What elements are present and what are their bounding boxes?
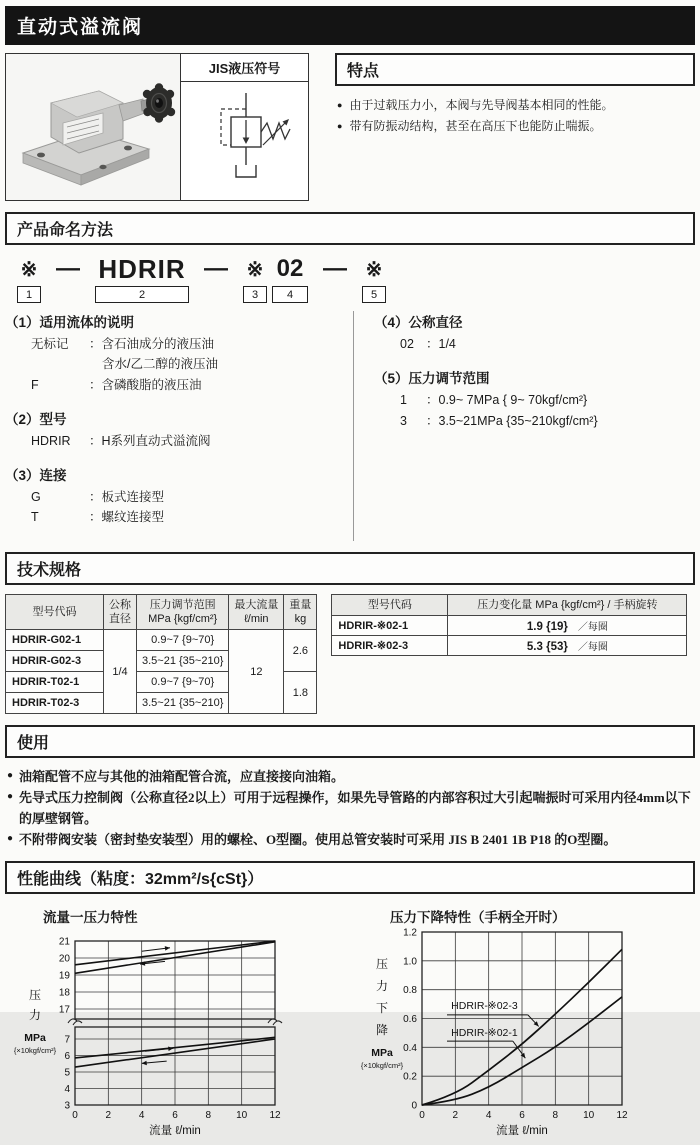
svg-text:2: 2 <box>452 1110 459 1122</box>
svg-text:12: 12 <box>269 1110 281 1122</box>
bullet-icon: ● <box>7 791 14 803</box>
col-header-flow: 最大流量 ℓ/min <box>229 594 284 630</box>
svg-text:4: 4 <box>138 1110 145 1122</box>
svg-text:2: 2 <box>105 1110 112 1122</box>
model-cell: HDRIR-G02-1 <box>6 630 104 651</box>
section-heading-specs: 技术规格 <box>5 552 695 585</box>
model-cell: HDRIR-G02-3 <box>6 651 104 672</box>
naming-section-title: （1）适用流体的说明 <box>5 315 135 330</box>
code-parts-3-4 <box>243 255 308 303</box>
naming-section-1 <box>5 311 347 395</box>
svg-text:8: 8 <box>552 1110 559 1122</box>
code-part-3 <box>243 255 267 303</box>
naming-section-title: （4）公称直径 <box>374 315 463 330</box>
code-dash: — <box>204 255 228 282</box>
bullet-icon: ● <box>337 120 343 131</box>
code-symbol: 02 <box>276 255 304 282</box>
page-title: 直动式溢流阀 <box>5 6 695 45</box>
svg-text:7: 7 <box>64 1034 70 1046</box>
table-row <box>332 615 687 635</box>
list-item <box>7 829 695 850</box>
svg-text:0.2: 0.2 <box>403 1071 417 1083</box>
features-section <box>335 53 695 201</box>
code-part-5 <box>362 255 386 303</box>
table-header-row <box>332 594 687 615</box>
svg-text:18: 18 <box>58 987 70 999</box>
model-cell: HDRIR-T02-3 <box>6 693 104 714</box>
code-part-4 <box>272 255 308 303</box>
bullet-icon: ● <box>7 833 14 845</box>
model-code-diagram <box>17 255 695 303</box>
naming-row: 1 ：0.9~ 7MPa { 9~ 70kgf/cm²} <box>400 393 588 408</box>
bore-cell: 1/4 <box>104 630 137 714</box>
naming-row: 3 ：3.5~21MPa {35~210kgf/cm²} <box>400 413 598 428</box>
svg-text:8: 8 <box>205 1110 212 1122</box>
svg-text:19: 19 <box>58 970 70 982</box>
svg-text:6: 6 <box>519 1110 525 1122</box>
product-photo-panel <box>5 53 309 201</box>
valve-photo <box>6 54 181 200</box>
model-cell: HDRIR-T02-1 <box>6 672 104 693</box>
flow-cell: 12 <box>229 630 284 714</box>
bullet-icon: ● <box>337 100 343 110</box>
section-heading-features: 特点 <box>335 53 695 86</box>
svg-text:1.2: 1.2 <box>403 927 417 939</box>
code-symbol: ※ <box>246 258 264 281</box>
svg-text:5: 5 <box>64 1067 70 1079</box>
naming-row: F ：含磷酸脂的液压油 <box>31 377 202 392</box>
naming-row: T ：螺纹连接型 <box>31 510 165 525</box>
list-item <box>7 766 695 787</box>
table-header-row <box>6 594 317 630</box>
naming-section-4 <box>374 311 695 354</box>
range-cell: 0.9~7 {9~70} <box>137 672 229 693</box>
svg-text:压: 压 <box>28 988 42 1003</box>
svg-text:0.6: 0.6 <box>403 1014 417 1026</box>
list-item <box>337 95 695 116</box>
svg-text:力: 力 <box>375 979 389 994</box>
col-header-weight: 重量 kg <box>284 594 317 630</box>
col-header-bore: 公称 直径 <box>104 594 137 630</box>
section-heading-curves: 性能曲线（粘度：32mm²/s{cSt}） <box>5 861 695 894</box>
pressure-drop-chart-svg <box>352 926 652 1140</box>
naming-section-title: （2）型号 <box>5 411 67 427</box>
svg-text:3: 3 <box>64 1100 70 1112</box>
svg-text:压: 压 <box>375 957 389 972</box>
naming-row: 02 ：1/4 <box>400 337 456 351</box>
svg-text:0: 0 <box>411 1100 417 1112</box>
usage-text: 油箱配管不应与其他的油箱配管合流，应直接接向油箱。 <box>19 769 345 785</box>
svg-text:0: 0 <box>419 1110 425 1122</box>
features-list <box>337 95 695 136</box>
model-cell: HDRIR-※02-3 <box>332 635 448 655</box>
range-cell: 3.5~21 {35~210} <box>137 693 229 714</box>
jis-relief-valve-symbol <box>189 91 301 191</box>
code-symbol: ※ <box>20 258 38 281</box>
svg-text:力: 力 <box>28 1008 42 1023</box>
change-cell: 5.3 {53} ／每圈 <box>448 635 687 655</box>
code-box-5: 5 <box>362 286 386 303</box>
svg-text:0.8: 0.8 <box>403 985 417 997</box>
svg-text:降: 降 <box>375 1023 389 1038</box>
weight-cell: 1.8 <box>284 672 317 714</box>
col-header-model: 型号代码 <box>6 594 104 630</box>
change-cell: 1.9 {19} ／每圈 <box>448 615 687 635</box>
naming-row: HDRIR ：H系列直动式溢流阀 <box>31 433 211 448</box>
list-item <box>337 116 695 137</box>
code-box-4: 4 <box>272 286 308 303</box>
pressure-change-table <box>331 594 687 656</box>
svg-text:MPa: MPa <box>24 1032 46 1045</box>
col-header-model: 型号代码 <box>332 594 448 615</box>
naming-section-3 <box>5 464 347 528</box>
section-heading-naming: 产品命名方法 <box>5 212 695 245</box>
code-box-1: 1 <box>17 286 41 303</box>
code-part-2 <box>95 255 189 303</box>
svg-text:4: 4 <box>64 1084 70 1096</box>
section-heading-usage: 使用 <box>5 725 695 758</box>
range-cell: 0.9~7 {9~70} <box>137 630 229 651</box>
naming-row: 含水/乙二醇的液压油 <box>102 357 218 372</box>
code-dash: — <box>56 255 80 282</box>
code-dash: — <box>323 255 347 282</box>
range-cell: 3.5~21 {35~210} <box>137 651 229 672</box>
table-row <box>332 635 687 655</box>
jis-hydraulic-symbol <box>181 82 308 200</box>
flow-pressure-chart <box>5 900 348 1145</box>
svg-text:10: 10 <box>583 1110 595 1122</box>
top-section <box>5 53 695 201</box>
svg-text:{×10kgf/cm²}: {×10kgf/cm²} <box>360 1061 404 1071</box>
col-header-change: 压力变化量 MPa {kgf/cm²} / 手柄旋转 <box>448 594 687 615</box>
svg-text:1.0: 1.0 <box>403 956 417 968</box>
curve-label: HDRIR-※02-3 <box>451 1000 518 1013</box>
naming-explanations <box>5 311 695 541</box>
model-cell: HDRIR-※02-1 <box>332 615 448 635</box>
usage-text: 不附带阀安装（密封垫安装型）用的螺栓、O型圈。使用总管安装时可采用 JIS B 2401 1B P18 的O型圈。 <box>19 832 617 848</box>
usage-list <box>7 766 695 850</box>
spec-tables <box>5 594 695 715</box>
code-symbol: ※ <box>365 258 383 281</box>
code-part-1 <box>17 255 41 303</box>
code-symbol: HDRIR <box>98 253 186 284</box>
naming-section-title: （5）压力调节范围 <box>374 371 490 387</box>
curve-label: HDRIR-※02-1 <box>451 1027 518 1040</box>
chart-title: 压力下降特性（手柄全开时） <box>390 910 566 926</box>
weight-cell: 2.6 <box>284 630 317 672</box>
feature-text: 由于过载压力小，本阀与先导阀基本相同的性能。 <box>349 98 614 112</box>
svg-text:21: 21 <box>58 936 70 948</box>
col-header-range: 压力调节范围 MPa {kgf/cm²} <box>137 594 229 630</box>
list-item <box>7 787 695 829</box>
svg-text:0.4: 0.4 <box>403 1043 417 1055</box>
code-box-2: 2 <box>95 286 189 303</box>
spec-table <box>5 594 317 715</box>
naming-section-title: （3）连接 <box>5 468 67 483</box>
pressure-drop-chart <box>352 900 695 1145</box>
svg-text:流量 ℓ/min: 流量 ℓ/min <box>496 1125 548 1138</box>
svg-text:{×10kgf/cm²}: {×10kgf/cm²} <box>13 1046 57 1056</box>
svg-text:0: 0 <box>72 1110 78 1122</box>
chart-title: 流量一压力特性 <box>43 910 138 926</box>
table-row <box>6 630 317 651</box>
svg-text:17: 17 <box>58 1004 70 1016</box>
code-box-3: 3 <box>243 286 267 303</box>
svg-text:12: 12 <box>616 1110 628 1122</box>
jis-symbol-panel <box>181 54 308 200</box>
naming-section-5 <box>374 367 695 431</box>
svg-text:6: 6 <box>172 1110 178 1122</box>
charts-section <box>5 900 695 1145</box>
svg-text:20: 20 <box>58 953 70 965</box>
flow-pressure-chart-svg <box>5 926 305 1140</box>
svg-text:6: 6 <box>64 1051 70 1063</box>
svg-text:MPa: MPa <box>371 1047 393 1060</box>
svg-text:下: 下 <box>375 1001 389 1016</box>
naming-section-2 <box>5 408 347 451</box>
bullet-icon: ● <box>7 770 14 782</box>
svg-text:流量 ℓ/min: 流量 ℓ/min <box>149 1125 201 1138</box>
jis-symbol-label: JIS液压符号 <box>181 54 308 82</box>
feature-text: 带有防振动结构，甚至在高压下也能防止喘振。 <box>349 118 602 133</box>
valve-photo-illustration <box>11 61 176 193</box>
naming-left-column <box>5 311 347 541</box>
naming-row: 无标记 ：含石油成分的液压油 <box>31 337 215 351</box>
svg-text:4: 4 <box>485 1110 492 1122</box>
svg-text:10: 10 <box>236 1110 248 1122</box>
naming-right-column <box>353 311 695 541</box>
naming-row: G ：板式连接型 <box>31 490 165 504</box>
usage-text: 先导式压力控制阀（公称直径2以上）可用于远程操作，如果先导管路的内部容积过大引起喘振时可采用内径4mm以下的厚壁钢管。 <box>19 790 691 827</box>
